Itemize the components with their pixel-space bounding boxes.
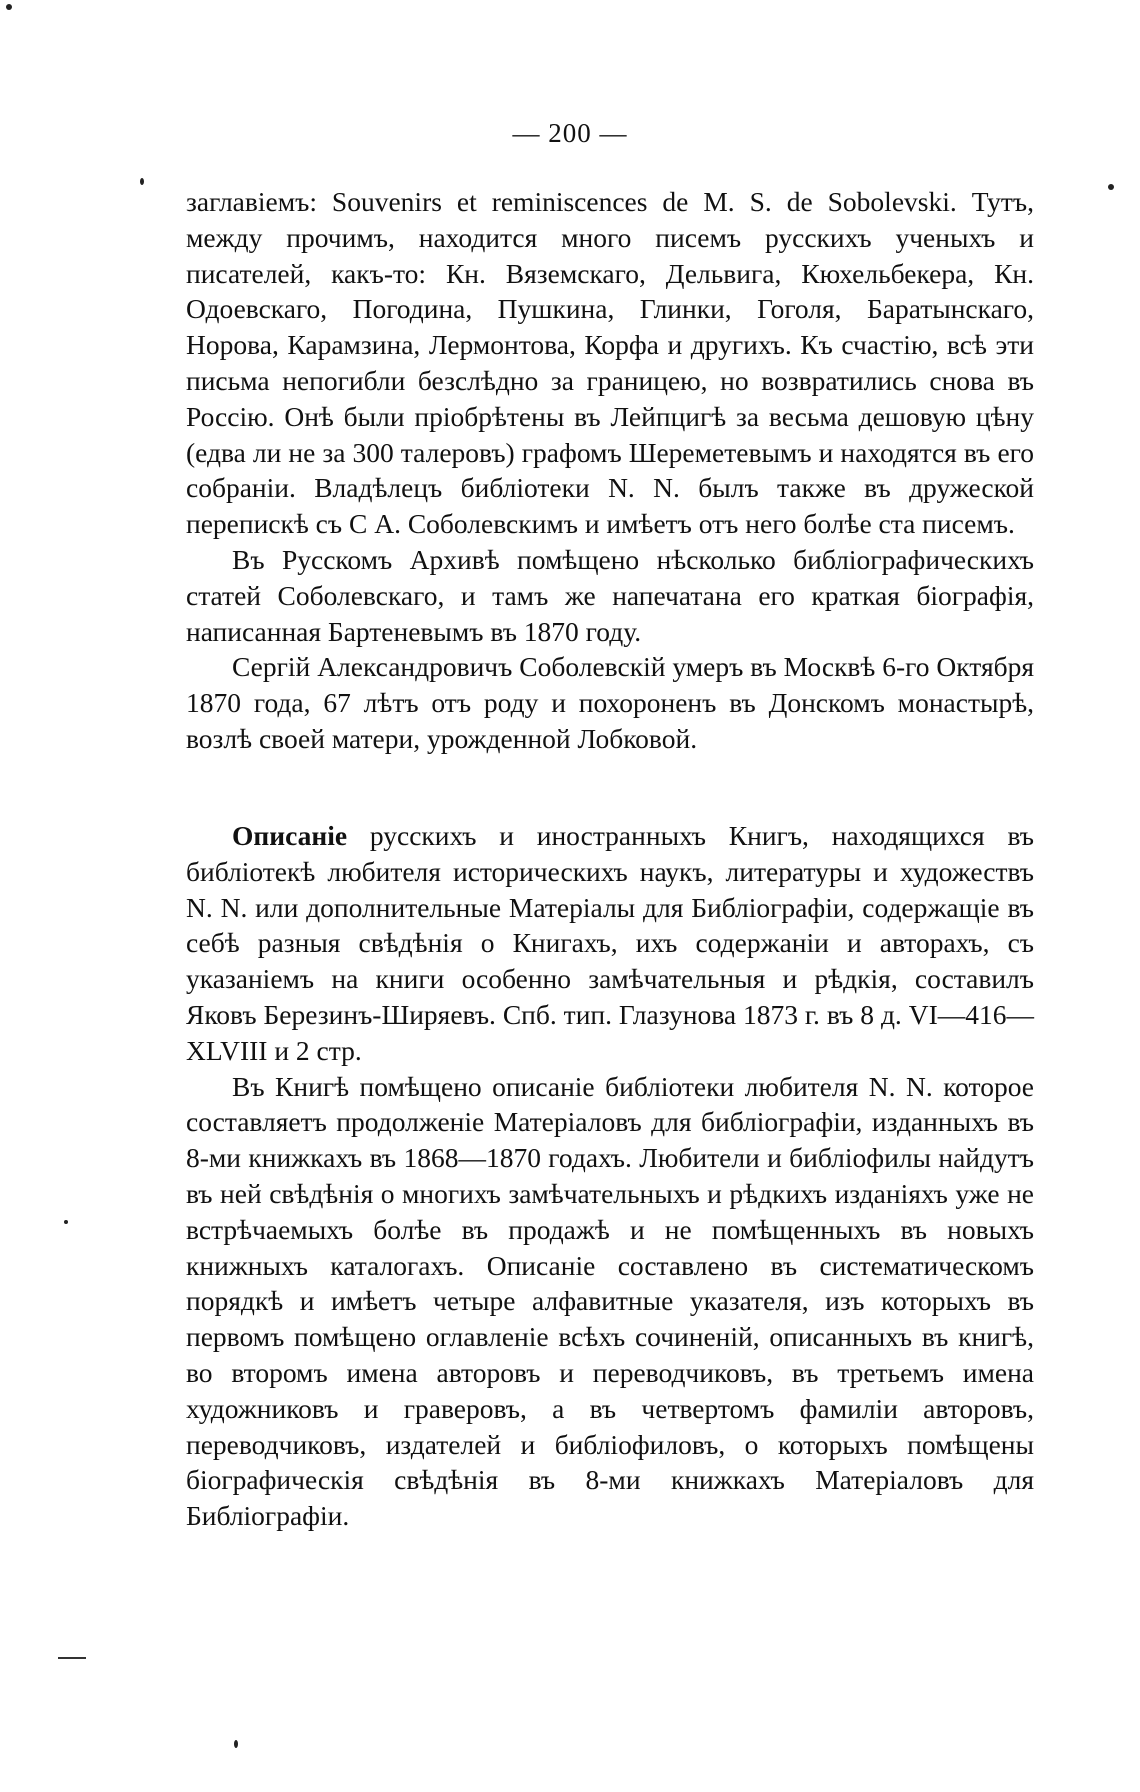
page-number: — 200 — (512, 118, 628, 148)
paragraph-letters: заглавіемъ: Souvenirs et reminiscences de M. S. de Sobolevski. Тутъ, между прочимъ, находится много писемъ русскихъ ученыхъ и писателей, какъ-то: Кн. Вяземскаго, Дельвига, Кюхельбекера, Кн. Одоевскаго, Погодина, Пушкина, Глинки, Гоголя, Баратынскаго, Норова, Карамзина, Лермонтова, Корфа и другихъ. Къ счастію, всѣ эти письма непогибли безслѣдно за границею, но возвратились снова въ Россію. Онѣ были пріобрѣтены въ Лейпцигѣ за весьма дешовую цѣну (едва ли не за 300 талеровъ) графомъ Шереметевымъ и находятся въ его собраніи. Владѣлецъ библіотеки N. N. былъ также въ дружеской перепискѣ съ С А. Соболевскимъ и имѣетъ отъ него болѣе ста писемъ. (186, 186, 1034, 540)
scan-speck (1108, 184, 1114, 190)
scan-speck (64, 1220, 68, 1224)
scan-rule-mark (58, 1657, 86, 1659)
paragraph-death: Сергій Александровичъ Соболевскій умеръ въ Москвѣ 6-го Октября 1870 года, 67 лѣтъ отъ роду и похороненъ въ Донскомъ монастырѣ, возлѣ своей матери, урожденной Лобковой. (186, 651, 1034, 754)
scan-speck (140, 178, 144, 185)
scan-speck (6, 4, 12, 10)
paragraph-book-title (186, 818, 1034, 1069)
paragraph-book-review: Въ Книгѣ помѣщено описаніе библіотеки любителя N. N. которое составляетъ продолженіе Матеріаловъ для библіографіи, изданныхъ въ 8-ми книжкахъ въ 1868—1870 годахъ. Любители и библіофилы найдутъ въ ней свѣдѣнія о многихъ замѣчательныхъ и рѣдкихъ изданіяхъ уже не встрѣчаемыхъ болѣе въ продажѣ и не помѣщенныхъ въ новыхъ книжныхъ каталогахъ. Описаніе составлено въ систематическомъ порядкѣ и имѣетъ четыре алфавитные указателя, изъ которыхъ въ первомъ помѣщено оглавленіе всѣхъ сочиненій, описанныхъ въ книгѣ, во второмъ имена авторовъ и переводчиковъ, въ третьемъ имена художниковъ и граверовъ, а въ четвертомъ фамиліи авторовъ, переводчиковъ, издателей и библіофиловъ, о которыхъ помѣщены біографическія свѣдѣнія въ 8-ми книжкахъ Матеріаловъ для Библіографіи. (186, 1070, 1034, 1532)
section-book-description (186, 818, 1034, 1534)
section-sobolevski (186, 184, 1034, 757)
book-title-lead: Описаніе (232, 820, 348, 851)
scan-speck (234, 1740, 238, 1748)
paragraph-russkiy-arkhiv: Въ Русскомъ Архивѣ помѣщено нѣсколько библіографическихъ статей Соболевскаго, и тамъ же напечатана его краткая біографія, написанная Бартеневымъ въ 1870 году. (186, 543, 1034, 647)
book-title-rest: русскихъ и иностранныхъ Книгъ, находящихся въ библіотекѣ любителя историческихъ наукъ, литературы и художествъ N. N. или дополнительные Матеріалы для Библіографіи, содержащіе въ себѣ разныя свѣдѣнія о Книгахъ, ихъ содержаніи и авторахъ, съ указаніемъ на книги особенно замѣчательныя и рѣдкія, составилъ Яковъ Березинъ-Ширяевъ. Спб. тип. Глазунова 1873 г. въ 8 д. VI—416—XLVIII и 2 стр. (186, 820, 1034, 1066)
